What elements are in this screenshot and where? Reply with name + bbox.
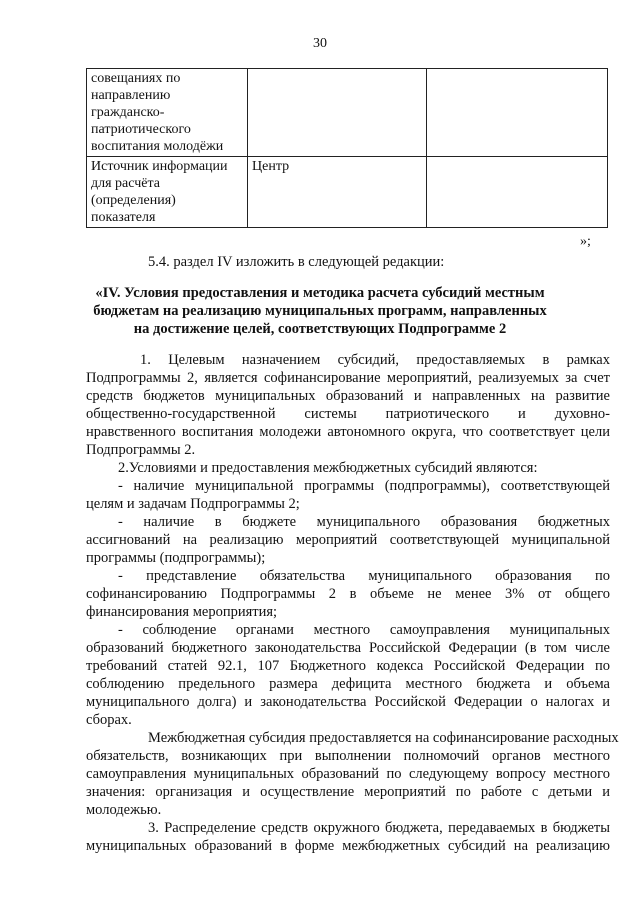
table-row xyxy=(87,69,608,157)
table-row xyxy=(87,157,608,228)
body-line: - представление обязательства муниципального образования по xyxy=(118,568,610,584)
body-line: требований статей 92.1, 107 Бюджетного кодекса Российской Федерации по xyxy=(86,658,610,674)
body-line: соблюдению предельного размера дефицита местного бюджета и объема xyxy=(86,676,610,692)
body-line: Подпрограммы 2, является софинансирование мероприятий, реализуемых за счет xyxy=(86,370,610,386)
table-cell: Центр xyxy=(248,157,427,228)
section-heading-line: бюджетам на реализацию муниципальных программ, направленных xyxy=(93,303,547,319)
table-cell: совещаниях по направлению гражданско- патриотического воспитания молодёжи xyxy=(87,69,248,157)
body-line: образований бюджетного законодательства Российской Федерации (в том числе xyxy=(86,640,610,656)
table-cell xyxy=(248,69,427,157)
body-line: - наличие муниципальной программы (подпрограммы), соответствующей xyxy=(118,478,610,494)
body-line: 1. Целевым назначением субсидий, предоставляемых в рамках xyxy=(140,352,610,368)
body-line: молодежью. xyxy=(86,802,162,818)
body-line: общественно-государственной системы патриотического и духовно- xyxy=(86,406,610,422)
body-line: нравственного воспитания молодежи автономного округа, что соответствует цели xyxy=(86,424,610,440)
section-heading-line: на достижение целей, соответствующих Подпрограмме 2 xyxy=(133,321,507,337)
body-line: целям и задачам Подпрограммы 2; xyxy=(86,496,300,512)
body-line: - соблюдение органами местного самоуправления муниципальных xyxy=(118,622,610,638)
body-line: финансирования мероприятия; xyxy=(86,604,278,620)
body-line: 2.Условиями и предоставления межбюджетных субсидий являются: xyxy=(118,460,538,476)
amendment-intro: 5.4. раздел IV изложить в следующей редакции: xyxy=(148,254,445,270)
body-line: Межбюджетная субсидия предоставляется на софинансирование расходных xyxy=(148,730,619,746)
indicator-table xyxy=(86,68,608,228)
closing-quote: »; xyxy=(580,234,591,249)
body-line: программы (подпрограммы); xyxy=(86,550,266,566)
body-line: муниципального долга) и законодательства Российской Федерации о налогах и xyxy=(86,694,610,710)
body-line: 3. Распределение средств окружного бюджета, передаваемых в бюджеты xyxy=(148,820,610,836)
body-line: софинансированию Подпрограммы 2 в объеме не менее 3% от общего xyxy=(86,586,610,602)
table-cell: Источник информации для расчёта (определения) показателя xyxy=(87,157,248,228)
table-cell xyxy=(427,69,608,157)
body-line: сборах. xyxy=(86,712,132,728)
body-line: муниципальных образований в форме межбюджетных субсидий на реализацию xyxy=(86,838,610,854)
body-line: самоуправления муниципальных образований по следующему вопросу местного xyxy=(86,766,610,782)
page-number: 30 xyxy=(313,36,327,51)
body-line: - наличие в бюджете муниципального образования бюджетных xyxy=(118,514,610,530)
section-heading-line: «IV. Условия предоставления и методика расчета субсидий местным xyxy=(95,285,545,301)
body-line: средств бюджетов муниципальных образований и направленных на развитие xyxy=(86,388,610,404)
table-cell xyxy=(427,157,608,228)
body-line: ассигнований на реализацию мероприятий соответствующей муниципальной xyxy=(86,532,610,548)
body-line: обязательств, возникающих при выполнении полномочий органов местного xyxy=(86,748,610,764)
body-line: значения: организация и осуществление мероприятий по работе с детьми и xyxy=(86,784,610,800)
body-line: Подпрограммы 2. xyxy=(86,442,196,458)
